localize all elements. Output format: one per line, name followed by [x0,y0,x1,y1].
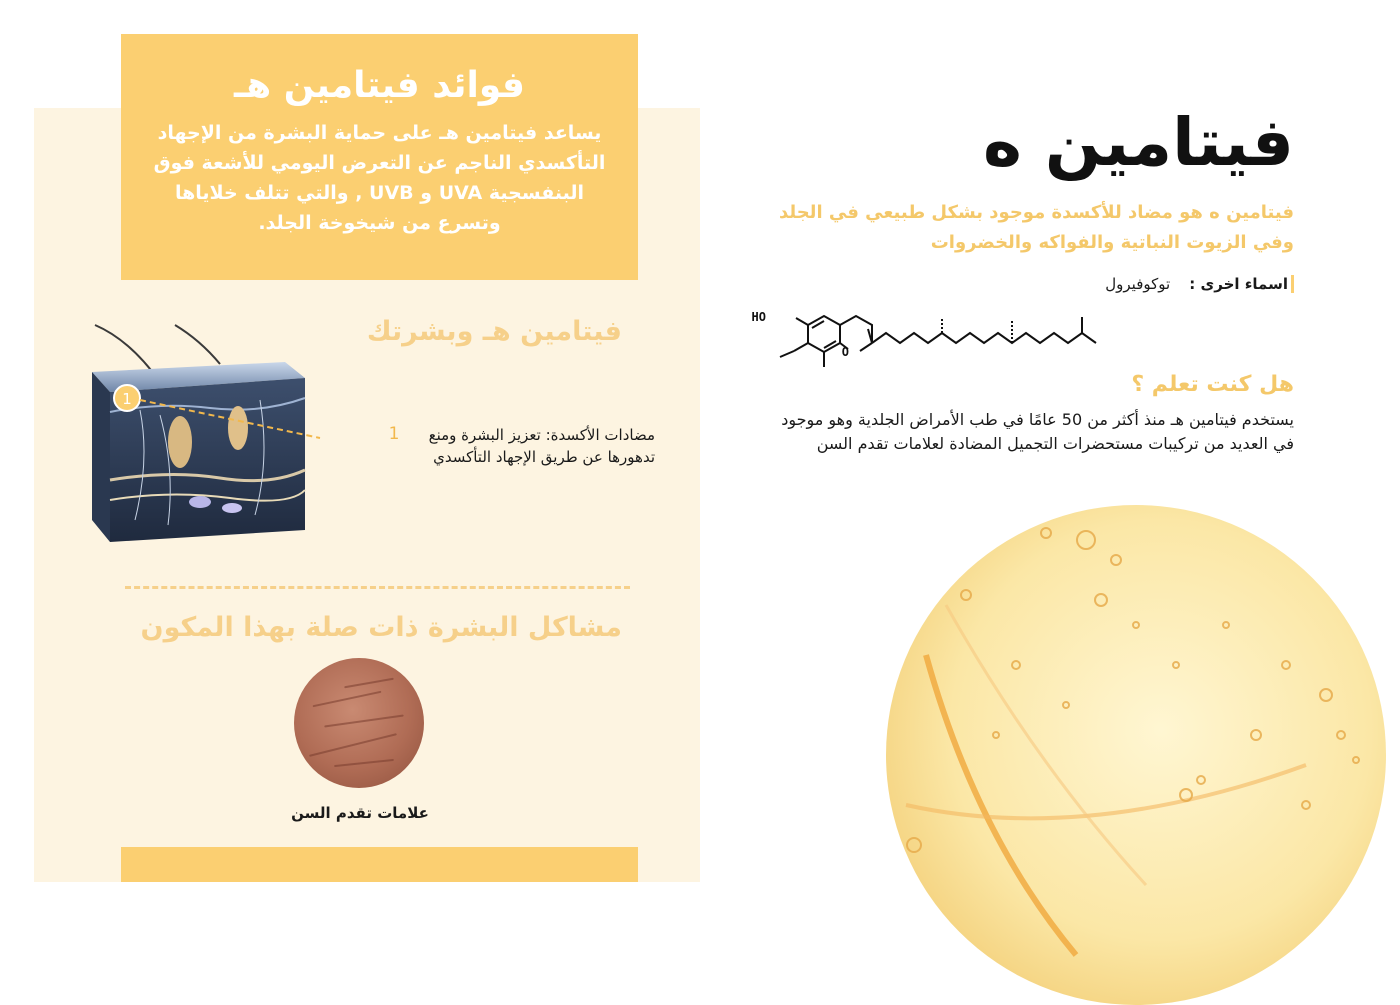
skin-callout-marker: 1 [122,390,132,408]
intro-text: فيتامين ه هو مضاد للأكسدة موجود بشكل طبيعي في الجلد وفي الزيوت النباتية والفواكه والخضروات [778,202,1294,253]
other-names-label: اسماء اخرى : [1189,275,1294,293]
vitamin-e-oil-drop-image [886,505,1386,1005]
aging-signs-label: علامات تقدم السن [291,804,429,822]
skin-section-title: فيتامين هـ وبشرتك [366,316,622,347]
benefits-box [121,34,638,280]
did-you-know-title: هل كنت تعلم ؟ [1131,372,1294,397]
other-names [1000,275,1294,293]
page-title: فيتامين ه [982,104,1294,181]
molecule-o-label: O [841,345,849,359]
other-names-value: توكوفيرول [1105,275,1171,293]
callout-text: مضادات الأكسدة: تعزيز البشرة ومنع تدهورها عن طريق الإجهاد التأكسدي [428,426,655,466]
benefits-title: فوائد فيتامين هـ [234,65,525,106]
issues-title: مشاكل البشرة ذات صلة بهذا المكون [140,612,622,643]
molecule-ho-label: HO [751,310,766,324]
skin-cross-section-illustration [80,320,320,560]
did-you-know-text: يستخدم فيتامين هـ منذ أكثر من 50 عامًا في طب الأمراض الجلدية وهو موجود في العديد من تركيبات مستحضرات التجميل المضادة لعلامات تقدم السن [781,410,1294,453]
bottom-accent-bar [121,847,638,882]
section-divider [125,586,630,589]
aging-skin-photo [294,658,424,788]
callout-number: 1 [388,424,400,444]
benefits-text: يساعد فيتامين هـ على حماية البشرة من الإجهاد التأكسدي الناجم عن التعرض اليومي للأشعة فوق البنفسجية UVA و UVB , والتي تتلف خلاياها وتسرع من شيخوخة الجلد. [153,122,606,234]
